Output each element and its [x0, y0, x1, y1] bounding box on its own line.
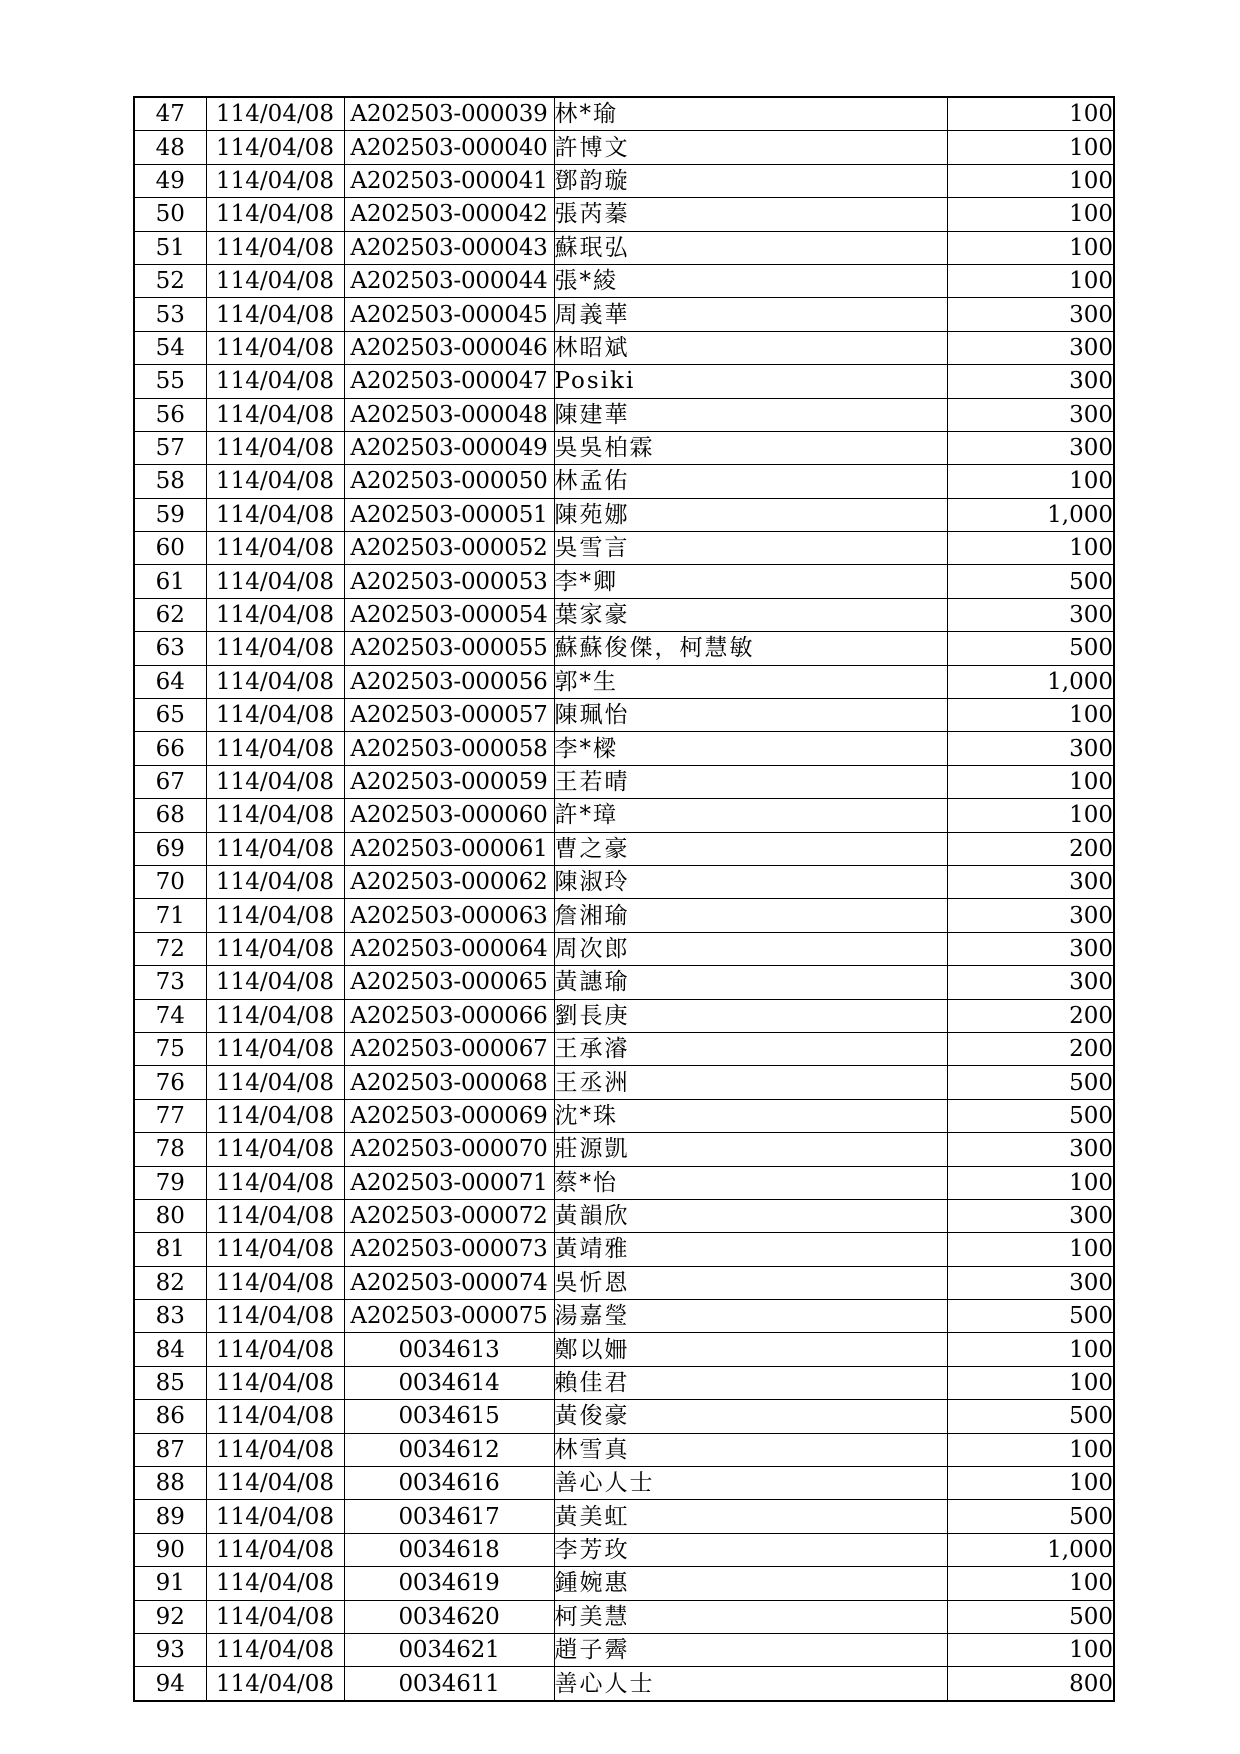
donation-date: 114/04/08 [206, 198, 344, 231]
donor-name: 鄭以姍 [554, 1333, 947, 1366]
donation-amount: 300 [947, 865, 1114, 898]
donation-amount: 100 [947, 1233, 1114, 1266]
receipt-number: 0034621 [344, 1633, 554, 1666]
donation-date: 114/04/08 [206, 732, 344, 765]
table-row [134, 932, 1114, 965]
table-row [134, 1032, 1114, 1065]
donation-amount: 100 [947, 131, 1114, 164]
donation-amount: 100 [947, 532, 1114, 565]
donation-amount: 200 [947, 1032, 1114, 1065]
table-row [134, 1166, 1114, 1199]
receipt-number: A202503-000069 [344, 1099, 554, 1132]
row-number: 88 [134, 1467, 206, 1500]
donation-amount: 100 [947, 465, 1114, 498]
donation-date: 114/04/08 [206, 298, 344, 331]
row-number: 62 [134, 598, 206, 631]
donor-name: 周義華 [554, 298, 947, 331]
donor-name: 賴佳君 [554, 1366, 947, 1399]
row-number: 82 [134, 1266, 206, 1299]
row-number: 90 [134, 1533, 206, 1566]
donation-date: 114/04/08 [206, 1233, 344, 1266]
donation-date: 114/04/08 [206, 1066, 344, 1099]
table-row [134, 231, 1114, 264]
row-number: 49 [134, 164, 206, 197]
donation-amount: 100 [947, 799, 1114, 832]
donation-date: 114/04/08 [206, 665, 344, 698]
row-number: 65 [134, 699, 206, 732]
donation-amount: 100 [947, 1433, 1114, 1466]
receipt-number: A202503-000068 [344, 1066, 554, 1099]
donation-date: 114/04/08 [206, 765, 344, 798]
donor-name: 吳忻恩 [554, 1266, 947, 1299]
donation-amount: 800 [947, 1667, 1114, 1701]
donor-name: 趙子霽 [554, 1633, 947, 1666]
receipt-number: 0034619 [344, 1567, 554, 1600]
receipt-number: A202503-000059 [344, 765, 554, 798]
donor-name: 王若晴 [554, 765, 947, 798]
donor-name: 吳吳柏霖 [554, 431, 947, 464]
table-row [134, 1066, 1114, 1099]
donation-amount: 300 [947, 932, 1114, 965]
donation-amount: 1,000 [947, 665, 1114, 698]
receipt-number: A202503-000043 [344, 231, 554, 264]
table-row [134, 832, 1114, 865]
donor-name: 黃美虹 [554, 1500, 947, 1533]
donor-name: 曹之豪 [554, 832, 947, 865]
donation-date: 114/04/08 [206, 1633, 344, 1666]
table-row [134, 398, 1114, 431]
donor-name: 沈*珠 [554, 1099, 947, 1132]
receipt-number: A202503-000074 [344, 1266, 554, 1299]
table-row [134, 632, 1114, 665]
donation-date: 114/04/08 [206, 331, 344, 364]
table-row [134, 298, 1114, 331]
donor-name: 郭*生 [554, 665, 947, 698]
table-row [134, 565, 1114, 598]
row-number: 59 [134, 498, 206, 531]
donation-date: 114/04/08 [206, 632, 344, 665]
table-row [134, 1433, 1114, 1466]
row-number: 81 [134, 1233, 206, 1266]
receipt-number: 0034620 [344, 1600, 554, 1633]
row-number: 60 [134, 532, 206, 565]
table-row [134, 966, 1114, 999]
donation-date: 114/04/08 [206, 231, 344, 264]
receipt-number: 0034614 [344, 1366, 554, 1399]
receipt-number: A202503-000067 [344, 1032, 554, 1065]
donation-amount: 300 [947, 431, 1114, 464]
receipt-number: 0034618 [344, 1533, 554, 1566]
receipt-number: A202503-000047 [344, 365, 554, 398]
table-row [134, 1133, 1114, 1166]
donor-name: 蘇珉弘 [554, 231, 947, 264]
row-number: 54 [134, 331, 206, 364]
donation-date: 114/04/08 [206, 699, 344, 732]
donor-name: 許*璋 [554, 799, 947, 832]
receipt-number: A202503-000053 [344, 565, 554, 598]
row-number: 53 [134, 298, 206, 331]
table-row [134, 1467, 1114, 1500]
table-row [134, 1099, 1114, 1132]
table-row [134, 732, 1114, 765]
donation-amount: 500 [947, 632, 1114, 665]
table-row [134, 1266, 1114, 1299]
row-number: 69 [134, 832, 206, 865]
donation-amount: 100 [947, 1467, 1114, 1500]
receipt-number: A202503-000058 [344, 732, 554, 765]
row-number: 56 [134, 398, 206, 431]
donation-amount: 100 [947, 97, 1114, 131]
table-row [134, 1567, 1114, 1600]
row-number: 72 [134, 932, 206, 965]
receipt-number: A202503-000064 [344, 932, 554, 965]
row-number: 52 [134, 264, 206, 297]
table-row [134, 498, 1114, 531]
donation-amount: 500 [947, 1500, 1114, 1533]
donation-date: 114/04/08 [206, 932, 344, 965]
table-row [134, 264, 1114, 297]
donation-date: 114/04/08 [206, 899, 344, 932]
donation-date: 114/04/08 [206, 1567, 344, 1600]
donor-name: 林昭斌 [554, 331, 947, 364]
donation-date: 114/04/08 [206, 1199, 344, 1232]
receipt-number: 0034617 [344, 1500, 554, 1533]
row-number: 92 [134, 1600, 206, 1633]
donation-date: 114/04/08 [206, 1166, 344, 1199]
donation-date: 114/04/08 [206, 131, 344, 164]
row-number: 77 [134, 1099, 206, 1132]
receipt-number: A202503-000075 [344, 1300, 554, 1333]
table-row [134, 598, 1114, 631]
donor-name: Posiki [554, 365, 947, 398]
donor-name: 詹湘瑜 [554, 899, 947, 932]
donor-name: 林孟佑 [554, 465, 947, 498]
donation-amount: 100 [947, 1633, 1114, 1666]
row-number: 73 [134, 966, 206, 999]
table-row [134, 431, 1114, 464]
receipt-number: A202503-000056 [344, 665, 554, 698]
donation-date: 114/04/08 [206, 1133, 344, 1166]
receipt-number: A202503-000061 [344, 832, 554, 865]
donation-date: 114/04/08 [206, 799, 344, 832]
row-number: 50 [134, 198, 206, 231]
row-number: 91 [134, 1567, 206, 1600]
row-number: 83 [134, 1300, 206, 1333]
donation-amount: 500 [947, 565, 1114, 598]
row-number: 74 [134, 999, 206, 1032]
row-number: 64 [134, 665, 206, 698]
row-number: 84 [134, 1333, 206, 1366]
donation-date: 114/04/08 [206, 365, 344, 398]
donor-name: 柯美慧 [554, 1600, 947, 1633]
donation-date: 114/04/08 [206, 1266, 344, 1299]
donation-amount: 500 [947, 1400, 1114, 1433]
donation-amount: 300 [947, 298, 1114, 331]
table-row [134, 198, 1114, 231]
donation-amount: 100 [947, 1366, 1114, 1399]
donation-date: 114/04/08 [206, 431, 344, 464]
donation-date: 114/04/08 [206, 865, 344, 898]
table-row [134, 765, 1114, 798]
donation-amount: 100 [947, 164, 1114, 197]
receipt-number: A202503-000057 [344, 699, 554, 732]
row-number: 80 [134, 1199, 206, 1232]
table-row [134, 699, 1114, 732]
receipt-number: A202503-000063 [344, 899, 554, 932]
table-row [134, 532, 1114, 565]
receipt-number: A202503-000048 [344, 398, 554, 431]
donor-name: 林*瑜 [554, 97, 947, 131]
receipt-number: A202503-000050 [344, 465, 554, 498]
ledger-body [134, 97, 1114, 1701]
receipt-number: 0034615 [344, 1400, 554, 1433]
donation-amount: 100 [947, 1333, 1114, 1366]
receipt-number: A202503-000055 [344, 632, 554, 665]
donation-amount: 100 [947, 765, 1114, 798]
donation-date: 114/04/08 [206, 832, 344, 865]
donation-date: 114/04/08 [206, 1600, 344, 1633]
row-number: 87 [134, 1433, 206, 1466]
donation-date: 114/04/08 [206, 1667, 344, 1701]
donor-name: 王承濬 [554, 1032, 947, 1065]
donation-date: 114/04/08 [206, 966, 344, 999]
donation-date: 114/04/08 [206, 598, 344, 631]
row-number: 61 [134, 565, 206, 598]
receipt-number: A202503-000071 [344, 1166, 554, 1199]
donation-amount: 1,000 [947, 498, 1114, 531]
donation-amount: 100 [947, 231, 1114, 264]
receipt-number: A202503-000039 [344, 97, 554, 131]
receipt-number: 0034612 [344, 1433, 554, 1466]
donation-amount: 100 [947, 1166, 1114, 1199]
receipt-number: 0034611 [344, 1667, 554, 1701]
donor-name: 張芮蓁 [554, 198, 947, 231]
row-number: 85 [134, 1366, 206, 1399]
receipt-number: A202503-000066 [344, 999, 554, 1032]
row-number: 66 [134, 732, 206, 765]
row-number: 58 [134, 465, 206, 498]
table-row [134, 1533, 1114, 1566]
donor-name: 林雪真 [554, 1433, 947, 1466]
donation-amount: 300 [947, 331, 1114, 364]
receipt-number: A202503-000065 [344, 966, 554, 999]
donor-name: 黃靖雅 [554, 1233, 947, 1266]
table-row [134, 131, 1114, 164]
row-number: 57 [134, 431, 206, 464]
donation-amount: 500 [947, 1600, 1114, 1633]
row-number: 71 [134, 899, 206, 932]
donation-amount: 100 [947, 198, 1114, 231]
row-number: 89 [134, 1500, 206, 1533]
table-row [134, 865, 1114, 898]
donation-amount: 300 [947, 365, 1114, 398]
donor-name: 葉家豪 [554, 598, 947, 631]
donor-name: 張*綾 [554, 264, 947, 297]
donation-amount: 500 [947, 1300, 1114, 1333]
donor-name: 李*卿 [554, 565, 947, 598]
row-number: 70 [134, 865, 206, 898]
donation-amount: 300 [947, 598, 1114, 631]
table-row [134, 331, 1114, 364]
receipt-number: A202503-000054 [344, 598, 554, 631]
donor-name: 蔡*怡 [554, 1166, 947, 1199]
donor-name: 鍾婉惠 [554, 1567, 947, 1600]
table-row [134, 665, 1114, 698]
donor-name: 善心人士 [554, 1467, 947, 1500]
table-row [134, 1633, 1114, 1666]
donation-date: 114/04/08 [206, 398, 344, 431]
row-number: 76 [134, 1066, 206, 1099]
donation-date: 114/04/08 [206, 1099, 344, 1132]
receipt-number: A202503-000072 [344, 1199, 554, 1232]
row-number: 78 [134, 1133, 206, 1166]
table-row [134, 465, 1114, 498]
table-row [134, 1333, 1114, 1366]
donor-name: 黃韻欣 [554, 1199, 947, 1232]
donation-amount: 500 [947, 1066, 1114, 1099]
donation-date: 114/04/08 [206, 1300, 344, 1333]
receipt-number: A202503-000046 [344, 331, 554, 364]
receipt-number: A202503-000045 [344, 298, 554, 331]
donor-name: 蘇蘇俊傑，柯慧敏 [554, 632, 947, 665]
donation-date: 114/04/08 [206, 1533, 344, 1566]
donation-amount: 100 [947, 1567, 1114, 1600]
row-number: 94 [134, 1667, 206, 1701]
donation-amount: 300 [947, 398, 1114, 431]
donor-name: 陳珮怡 [554, 699, 947, 732]
receipt-number: A202503-000073 [344, 1233, 554, 1266]
donation-amount: 200 [947, 832, 1114, 865]
donation-date: 114/04/08 [206, 1400, 344, 1433]
row-number: 93 [134, 1633, 206, 1666]
donation-date: 114/04/08 [206, 264, 344, 297]
table-row [134, 1233, 1114, 1266]
receipt-number: A202503-000070 [344, 1133, 554, 1166]
table-row [134, 1400, 1114, 1433]
receipt-number: A202503-000049 [344, 431, 554, 464]
donor-name: 湯嘉瑩 [554, 1300, 947, 1333]
row-number: 75 [134, 1032, 206, 1065]
donation-amount: 100 [947, 264, 1114, 297]
donor-name: 周次郎 [554, 932, 947, 965]
receipt-number: A202503-000052 [344, 532, 554, 565]
receipt-number: A202503-000060 [344, 799, 554, 832]
donor-name: 陳苑娜 [554, 498, 947, 531]
row-number: 55 [134, 365, 206, 398]
donation-date: 114/04/08 [206, 498, 344, 531]
donation-date: 114/04/08 [206, 1333, 344, 1366]
table-row [134, 1667, 1114, 1701]
table-row [134, 899, 1114, 932]
receipt-number: A202503-000051 [344, 498, 554, 531]
donation-date: 114/04/08 [206, 532, 344, 565]
table-row [134, 999, 1114, 1032]
donation-ledger-table [133, 96, 1115, 1702]
receipt-number: A202503-000040 [344, 131, 554, 164]
receipt-number: 0034616 [344, 1467, 554, 1500]
row-number: 48 [134, 131, 206, 164]
donor-name: 吳雪言 [554, 532, 947, 565]
donation-amount: 300 [947, 1133, 1114, 1166]
donation-amount: 300 [947, 1199, 1114, 1232]
donation-date: 114/04/08 [206, 465, 344, 498]
row-number: 67 [134, 765, 206, 798]
row-number: 47 [134, 97, 206, 131]
donor-name: 莊源凱 [554, 1133, 947, 1166]
row-number: 63 [134, 632, 206, 665]
donor-name: 黃譓瑜 [554, 966, 947, 999]
donation-date: 114/04/08 [206, 1433, 344, 1466]
donation-amount: 300 [947, 1266, 1114, 1299]
receipt-number: 0034613 [344, 1333, 554, 1366]
donor-name: 善心人士 [554, 1667, 947, 1701]
donation-date: 114/04/08 [206, 1032, 344, 1065]
donation-date: 114/04/08 [206, 1500, 344, 1533]
donor-name: 李*樑 [554, 732, 947, 765]
receipt-number: A202503-000041 [344, 164, 554, 197]
receipt-number: A202503-000042 [344, 198, 554, 231]
donor-name: 許博文 [554, 131, 947, 164]
donor-name: 王丞洲 [554, 1066, 947, 1099]
receipt-number: A202503-000062 [344, 865, 554, 898]
donation-amount: 1,000 [947, 1533, 1114, 1566]
donation-date: 114/04/08 [206, 97, 344, 131]
row-number: 79 [134, 1166, 206, 1199]
table-row [134, 1300, 1114, 1333]
table-row [134, 164, 1114, 197]
donation-amount: 200 [947, 999, 1114, 1032]
table-row [134, 799, 1114, 832]
donor-name: 劉長庚 [554, 999, 947, 1032]
table-row [134, 1199, 1114, 1232]
donation-amount: 100 [947, 699, 1114, 732]
row-number: 51 [134, 231, 206, 264]
row-number: 86 [134, 1400, 206, 1433]
donor-name: 陳淑玲 [554, 865, 947, 898]
donor-name: 陳建華 [554, 398, 947, 431]
donation-amount: 300 [947, 899, 1114, 932]
donation-amount: 300 [947, 966, 1114, 999]
receipt-number: A202503-000044 [344, 264, 554, 297]
table-row [134, 1366, 1114, 1399]
table-row [134, 1500, 1114, 1533]
donation-date: 114/04/08 [206, 1366, 344, 1399]
table-row [134, 97, 1114, 131]
donation-date: 114/04/08 [206, 164, 344, 197]
donation-date: 114/04/08 [206, 1467, 344, 1500]
donation-amount: 500 [947, 1099, 1114, 1132]
donor-name: 李芳玫 [554, 1533, 947, 1566]
donation-amount: 300 [947, 732, 1114, 765]
row-number: 68 [134, 799, 206, 832]
table-row [134, 1600, 1114, 1633]
donation-date: 114/04/08 [206, 565, 344, 598]
donor-name: 鄧韵璇 [554, 164, 947, 197]
donor-name: 黃俊豪 [554, 1400, 947, 1433]
table-row [134, 365, 1114, 398]
donation-date: 114/04/08 [206, 999, 344, 1032]
